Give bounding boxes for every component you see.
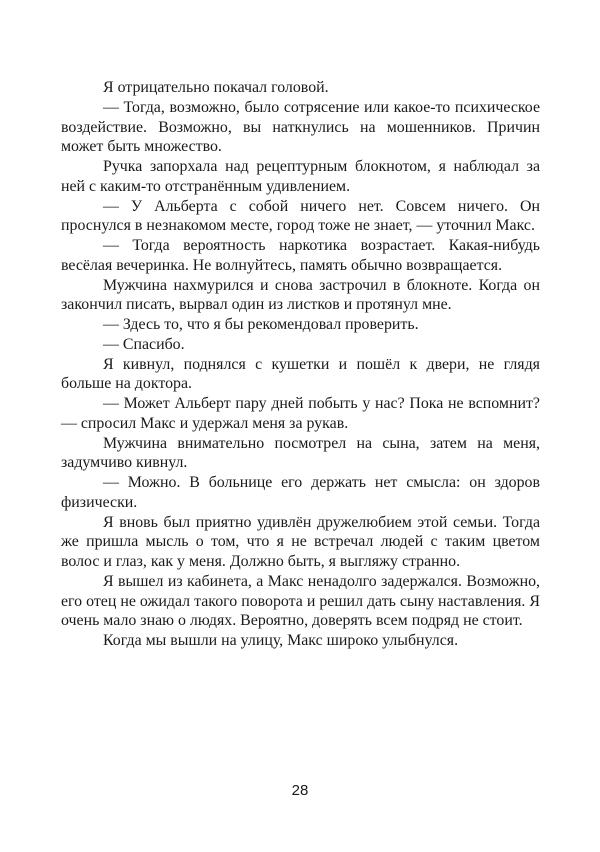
paragraph: — Спасибо.	[103, 335, 185, 353]
paragraph: Когда мы вышли на улицу, Макс широко улыбнулся.	[103, 632, 459, 649]
paragraph: — Может Альберт пару дней побыть у нас? Пока не вспомнит? — спросил Макс и удержал меня за рукав.	[61, 395, 540, 432]
paragraph: Я вновь был приятно удивлён дружелюбием этой семьи. Тогда же пришла мысль о том, что я не встречал людей с таким цветом волос и глаз, как у меня. Должно быть, я выгляжу странно.	[61, 513, 540, 570]
paragraph: Мужчина нахмурился и снова застрочил в блокноте. Когда он закончил писать, вырвал один из листков и протянул мне.	[61, 276, 540, 314]
paragraph: — Тогда вероятность наркотика возрастает. Какая-нибудь весёлая вечеринка. Не волнуйтесь, память обычно возвращается.	[61, 237, 540, 274]
paragraph: Я отрицательно покачал головой.	[103, 79, 329, 96]
paragraph: Я кивнул, поднялся с кушетки и пошёл к двери, не глядя больше на доктора.	[61, 355, 540, 393]
paragraph: Мужчина внимательно посмотрел на сына, затем на меня, задумчиво кивнул.	[61, 434, 540, 472]
page-number: 28	[291, 782, 309, 799]
paragraph: Ручка запорхала над рецептурным блокнотом, я наблюдал за ней с каким-то отстранённым удивлением.	[61, 158, 540, 195]
paragraph: Я вышел из кабинета, а Макс ненадолго задержался. Возможно, его отец не ожидал такого поворота и решил дать сыну наставления. Я очень мало знаю о людях. Вероятно, доверять всем подряд не стоит.	[61, 572, 540, 630]
paragraph: — Можно. В больнице его держать нет смысла: он здоров физически.	[61, 474, 540, 511]
paragraph: — Тогда, возможно, было сотрясение или какое-то психическое воздействие. Возможно, вы наткнулись на мошенников. Причин может быть множество.	[61, 98, 540, 156]
paragraph: — Здесь то, что я бы рекомендовал проверить.	[103, 316, 419, 333]
paragraph: — У Альберта с собой ничего нет. Совсем ничего. Он проснулся в незнакомом месте, город тоже не знает, — уточнил Макс.	[61, 197, 540, 235]
book-page-text	[61, 78, 540, 651]
